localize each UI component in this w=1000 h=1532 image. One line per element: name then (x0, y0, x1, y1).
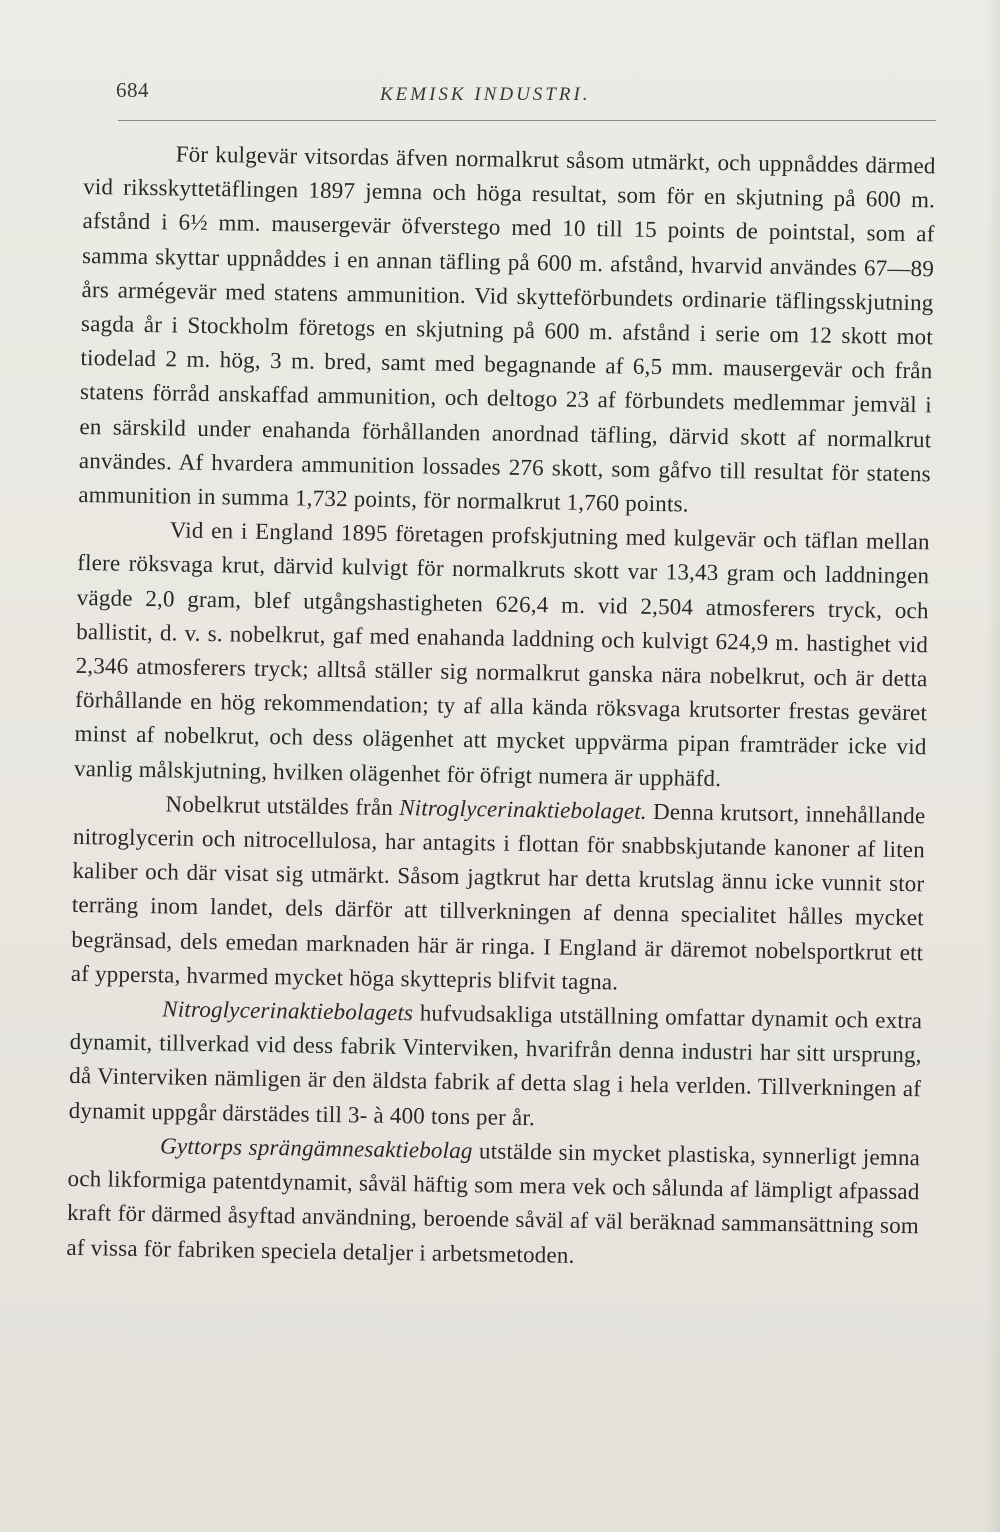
paragraph-dynamit (68, 991, 922, 1141)
company-name-italic: Gyttorps sprängämnesaktiebolag (159, 1133, 473, 1164)
paragraph-normalkrut-rifles: För kulgevär vitsordas äfven normalkrut såsom utmärkt, och uppnåddes därmed vid riksskyttetäflingen 1897 jemna och höga resultat, som för en skjutning på 600 m. afstånd i 6½ mm. mausergevär öfverstego med 10 till 15 points de pointstal, som af samma skyttar uppnåddes i en annan täfling på 600 m. afstånd, hvarvid användes 67—89 års armégevär med statens ammunition. Vid skytteförbundets ordinarie täflingsskjutning sagda år i Stockholm företogs en skjutning på 600 m. afstånd i serie om 12 skott mot tiodelad 2 m. hög, 3 m. bred, samt med begagnande af 6,5 mm. mausergevär och från statens förråd anskaffad ammunition, och deltogo 23 af förbundets medlemmar jemväl i en särskild under enahanda förhållanden anordnad täfling, därvid skott af normalkrut användes. Af hvardera ammunition lossades 276 skott, som gåfvo till resultat för statens ammunition in summa 1,732 points, för normalkrut 1,760 points. (78, 141, 936, 517)
body-text (66, 136, 936, 1278)
paragraph-nobelkrut (71, 786, 926, 1005)
paragraph-rest: utstälde sin mycket plastiska, synnerligt jemna och likformiga patentdynamit, såväl häftig som mera vek och sålunda af lämpligt afpassad kraft för därmed åsyftad användning, beroende såväl af väl beräknad sammansättning som af vissa för fabriken speciela detaljer i arbetsmetoden. (66, 1138, 921, 1268)
header-rule (118, 120, 936, 121)
paragraph-lead: Nobelkrut utstäldes från (165, 791, 400, 820)
paragraph-gyttorp (66, 1128, 920, 1278)
running-head: KEMISK INDUSTRI. (380, 84, 591, 105)
page-edge-shadow (986, 0, 1000, 1532)
company-name-italic: Nitroglycerinaktiebolagets (162, 996, 414, 1026)
page-number: 684 (116, 78, 149, 102)
company-name-italic: Nitroglycerinaktiebolaget. (398, 794, 648, 824)
paragraph-rest: Denna krutsort, innehållande nitroglycerin och nitrocellulosa, har antagits i flottan för snabbskjutande kanoner af liten kaliber och där visat sig utmärkt. Såsom jagtkrut har detta krutslag ännu icke vunnit stor terräng inom landet, dels därför att tillverkningen af denna specialitet hålles mycket begränsad, dels emedan marknaden här är ringa. I England är däremot nobelsportkrut ett af yppersta, hvarmed mycket höga skyttepris blifvit tagna. (70, 798, 926, 995)
paragraph-rest: hufvudsakliga utställning omfattar dynamit och extra dynamit, tillverkad vid dess fabrik Vinterviken, hvarifrån denna industri har sitt ursprung, då Vinterviken nämligen är den äldsta fabrik af detta slag i hela verlden. Tillverkningen af dynamit uppgår därstädes till 3- à 400 tons per år. (68, 1000, 923, 1130)
paragraph-england-trial: Vid en i England 1895 företagen profskjutning med kulgevär och täflan mellan flere röksvaga krut, därvid kulvigt för normalkruts skott var 13,43 gram och laddningen vägde 2,0 gram, blef utgångshastigheten 626,4 m. vid 2,504 atmosferers tryck, och ballistit, d. v. s. nobelkrut, gaf med enahanda laddning och kulvigt 624,9 m. hastighet vid 2,346 atmosferers tryck; alltså ställer sig normalkrut ganska nära nobelkrut, och är detta förhållande en hög rekommendation; ty af alla kända röksvaga krutsorter frestas geväret minst af nobelkrut, och dess olägenhet att mycket uppvärma pipan framträder icke vid vanlig målskjutning, hvilken olägenhet för öfrigt numera är upphäfd. (73, 517, 930, 791)
